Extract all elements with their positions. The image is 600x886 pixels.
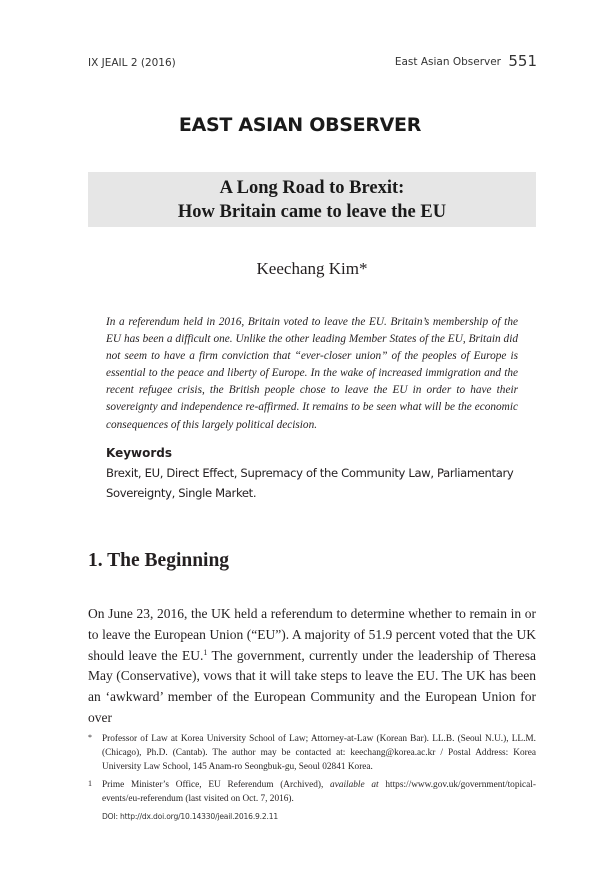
- footnote-author: [88, 732, 536, 774]
- keywords-heading: Keywords: [106, 446, 173, 460]
- abstract: In a referendum held in 2016, Britain voted to leave the EU. Britain’s membership of the EU has been a difficult one. Unlike the other leading Member States of the EU, Britain did not seem to have a firm conviction that “ever-closer union” of the peoples of Europe is essential to the peace and liberty of Europe. In the wake of increased immigration and the recent refugee crisis, the British people chose to leave the EU in order to have their sovereignty and independence re-affirmed. It remains to be seen what will be the economic consequences of this largely political decision.: [106, 316, 518, 431]
- footnote-text-italic: available at: [330, 780, 379, 790]
- article-title-line-2: How Britain came to leave the EU: [177, 202, 447, 222]
- footnote-text-start: Prime Minister’s Office, EU Referendum (Archived),: [102, 780, 331, 790]
- body-paragraph: [88, 604, 536, 729]
- footnote-text-end: https://www.gov.uk/government/topical-events/eu-referendum (last visited on Oct. 7, 2016).: [102, 780, 536, 804]
- body-text-part-1: On June 23, 2016, the UK held a referendum to determine whether to remain in or to leave the European Union (“EU”). A majority of 51.9 percent voted that the UK should leave the EU.: [88, 606, 536, 663]
- running-head: [88, 52, 537, 74]
- footnote-text: Professor of Law at Korea University School of Law; Attorney-at-Law (Korean Bar). LL.B. (Seoul N.U.), LL.M. (Chicago), Ph.D. (Cantab). The author may be contacted at: keechang@korea.ac.kr / Postal Address: Korea University Law School, 145 Anam-ro Seongbuk-gu, Seoul 02841 Korea.: [102, 734, 536, 772]
- running-head-volume: IX JEAIL 2 (2016): [88, 57, 176, 69]
- running-head-journal: [395, 52, 537, 70]
- article-title-box: [88, 172, 536, 227]
- author-name: [0, 259, 600, 279]
- journal-section-title: EAST ASIAN OBSERVER: [178, 114, 422, 136]
- footnote-mark: 1: [88, 779, 92, 788]
- footnotes: [88, 732, 536, 824]
- keywords-list: Brexit, EU, Direct Effect, Supremacy of the Community Law, Parliamentary Sovereignty, Single Market.: [106, 466, 514, 500]
- page-number: 551: [508, 52, 537, 70]
- running-head-journal-name: East Asian Observer: [394, 56, 502, 68]
- author-name-text: Keechang Kim: [256, 259, 359, 278]
- doi-line: DOI: http://dx.doi.org/10.14330/jeail.2016.9.2.11: [102, 812, 278, 821]
- article-title-line-1: A Long Road to Brexit:: [219, 178, 405, 198]
- footnote-mark: *: [88, 733, 92, 742]
- footnote-1: [88, 778, 536, 806]
- body-text-part-2: The government, currently under the leadership of Theresa May (Conservative), vows that it will take steps to leave the EU. The UK has been an ‘awkward’ member of the European Community and the European Union for over: [88, 647, 536, 725]
- section-heading: 1. The Beginning: [88, 550, 230, 571]
- footnote-reference: 1: [203, 647, 208, 657]
- author-footnote-mark: *: [358, 259, 368, 278]
